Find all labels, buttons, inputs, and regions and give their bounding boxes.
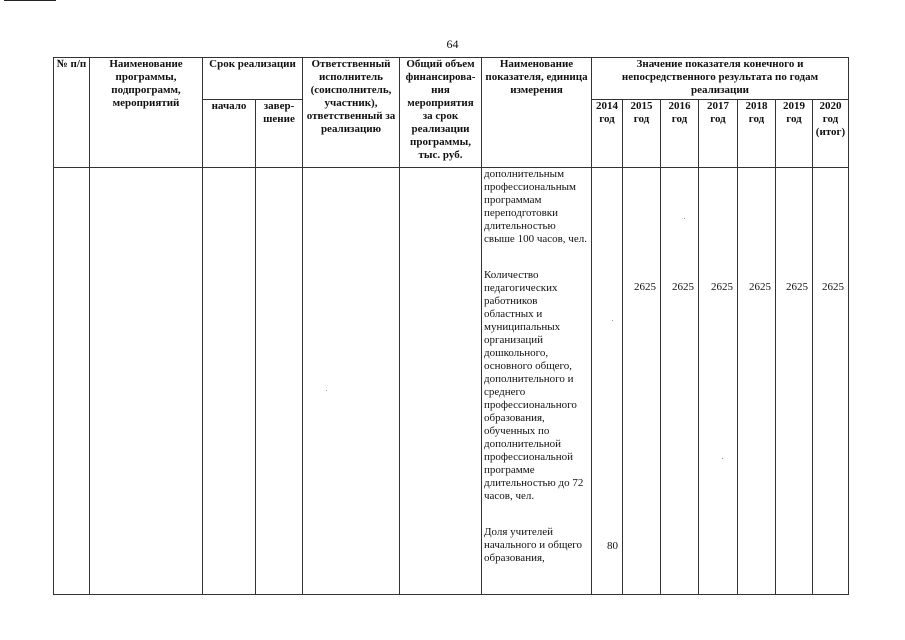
indicator-text: Количество педагогических работников областных и муниципальных организаций дошкольного, основного общего, дополнительного и среднего профессионального образования, обученных по дополнительной профессиональной программе длительностью до 72 часов, чел.: [484, 269, 584, 502]
header-year: 2015 год: [623, 100, 661, 168]
indicator-value: 2625: [711, 281, 733, 293]
header-year: 2020 год (итог): [813, 100, 849, 168]
indicator-value: 2625: [672, 281, 694, 293]
header-year: 2019 год: [776, 100, 813, 168]
header-number: № п/п: [54, 58, 90, 168]
scan-speck: [326, 390, 327, 391]
table-row: [54, 168, 849, 595]
scan-speck: [612, 320, 613, 321]
header-end: завер-шение: [256, 100, 303, 168]
cell-year-2016: [661, 168, 699, 595]
cell-start: [203, 168, 256, 595]
header-year: 2016 год: [661, 100, 699, 168]
page-number: 64: [446, 37, 459, 51]
header-indicator: Наименование показателя, единица измерения: [482, 58, 592, 168]
header-responsible: Ответственный исполнитель (соисполнитель, участник), ответственный за реализацию: [303, 58, 400, 168]
indicator-text: Доля учителей начального и общего образования,: [484, 526, 583, 564]
scan-speck: [722, 458, 723, 459]
cell-responsible: [303, 168, 400, 595]
header-year: 2014 год: [592, 100, 623, 168]
header-year: 2018 год: [738, 100, 776, 168]
cell-year-2017: [699, 168, 738, 595]
indicator-value: 2625: [786, 281, 808, 293]
indicator-value: 80: [607, 540, 618, 552]
header-year: 2017 год: [699, 100, 738, 168]
cell-finance: [400, 168, 482, 595]
corner-mark: [4, 0, 56, 1]
cell-year-2018: [738, 168, 776, 595]
header-start: начало: [203, 100, 256, 168]
header-program-name: Наименование программы, подпрограмм, мероприятий: [90, 58, 203, 168]
header-term: Срок реализации: [203, 58, 303, 100]
cell-end: [256, 168, 303, 595]
indicator-value: 2625: [749, 281, 771, 293]
cell-number: [54, 168, 90, 595]
cell-year-2015: [623, 168, 661, 595]
header-finance: Общий объем финансирова-ния мероприятия за срок реализации программы, тыс. руб.: [400, 58, 482, 168]
indicator-table: [53, 57, 849, 595]
cell-year-2019: [776, 168, 813, 595]
cell-year-2014: [592, 168, 623, 595]
cell-indicators: [482, 168, 592, 595]
cell-year-2020: [813, 168, 849, 595]
header-values: Значение показателя конечного и непосредственного результата по годам реализации: [592, 58, 849, 100]
scan-speck: [684, 218, 685, 219]
cell-program-name: [90, 168, 203, 595]
indicator-text: дополнительным профессиональным программам переподготовки длительностью свыше 100 часов, чел.: [484, 168, 587, 245]
indicator-value: 2625: [822, 281, 844, 293]
indicator-value: 2625: [634, 281, 656, 293]
